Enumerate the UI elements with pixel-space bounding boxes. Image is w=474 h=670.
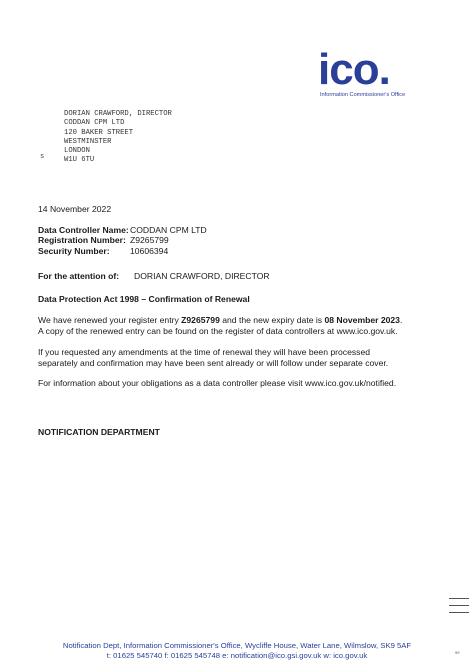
footer-address-line: Notification Dept, Information Commissioner's Office, Wycliffe House, Water Lane, Wilmslow, SK9 5AF — [62, 641, 412, 650]
detail-value: Z9265799 — [130, 235, 169, 246]
detail-value: CODDAN CPM LTD — [130, 225, 207, 235]
address-margin-mark: s — [40, 153, 45, 161]
edge-mark-line — [449, 605, 469, 606]
detail-row — [38, 225, 207, 235]
page-reference-mark: 99 — [455, 650, 460, 655]
detail-row — [38, 246, 207, 256]
letter-heading: Data Protection Act 1998 – Confirmation of Renewal — [38, 294, 250, 304]
amendments-paragraph — [38, 347, 388, 368]
edge-registration-marks — [449, 598, 469, 619]
attention-line — [38, 271, 270, 282]
obligations-paragraph — [38, 378, 396, 389]
paragraph-line — [38, 315, 402, 326]
expiry-date-emphasis: 08 November 2023 — [324, 315, 400, 325]
detail-label: Security Number: — [38, 245, 110, 256]
edge-mark-line — [449, 612, 469, 613]
recipient-address — [64, 110, 172, 166]
detail-row — [38, 235, 207, 245]
department-signature: NOTIFICATION DEPARTMENT — [38, 427, 160, 437]
address-line: WESTMINSTER — [64, 137, 112, 146]
controller-details — [38, 225, 207, 256]
footer-contact-line: t: 01625 545740 f: 01625 545748 e: notification@ico.gsi.gov.uk w: ico.gov.uk — [106, 651, 368, 660]
text-run: We have renewed your register entry — [38, 315, 182, 325]
address-line: W1U 6TU — [64, 156, 95, 165]
paragraph-line: separately and confirmation may have been sent already or will follow under separate cover. — [38, 357, 389, 368]
address-line: 120 BAKER STREET — [64, 128, 134, 137]
detail-value: 10606394 — [130, 245, 169, 256]
address-line: CODDAN CPM LTD — [64, 119, 125, 128]
detail-label: Registration Number: — [38, 235, 126, 246]
ico-logo-subtitle: Information Commissioner's Office — [320, 92, 406, 98]
ico-logo-mark: ico. — [318, 45, 390, 94]
attention-value: DORIAN CRAWFORD, DIRECTOR — [134, 271, 270, 281]
paragraph-line: For information about your obligations as a data controller please visit www.ico.gov.uk/notified. — [38, 378, 397, 388]
edge-mark-line — [449, 598, 469, 599]
address-line: DORIAN CRAWFORD, DIRECTOR — [64, 110, 172, 118]
paragraph-line: A copy of the renewed entry can be found on the register of data controllers at www.ico.gov.uk. — [38, 325, 398, 336]
letter-date: 14 November 2022 — [38, 204, 112, 214]
detail-label: Data Controller Name: — [38, 225, 129, 235]
registration-number-emphasis: Z9265799 — [181, 315, 220, 325]
renewal-paragraph — [38, 315, 402, 336]
text-run: and the new expiry date is — [219, 315, 325, 325]
text-run: . — [399, 315, 403, 325]
address-line: LONDON — [64, 147, 90, 156]
attention-label: For the attention of: — [38, 271, 120, 281]
letter-footer — [0, 641, 474, 661]
ico-logo — [318, 45, 428, 104]
paragraph-line: If you requested any amendments at the time of renewal they will have been processed — [38, 347, 371, 357]
